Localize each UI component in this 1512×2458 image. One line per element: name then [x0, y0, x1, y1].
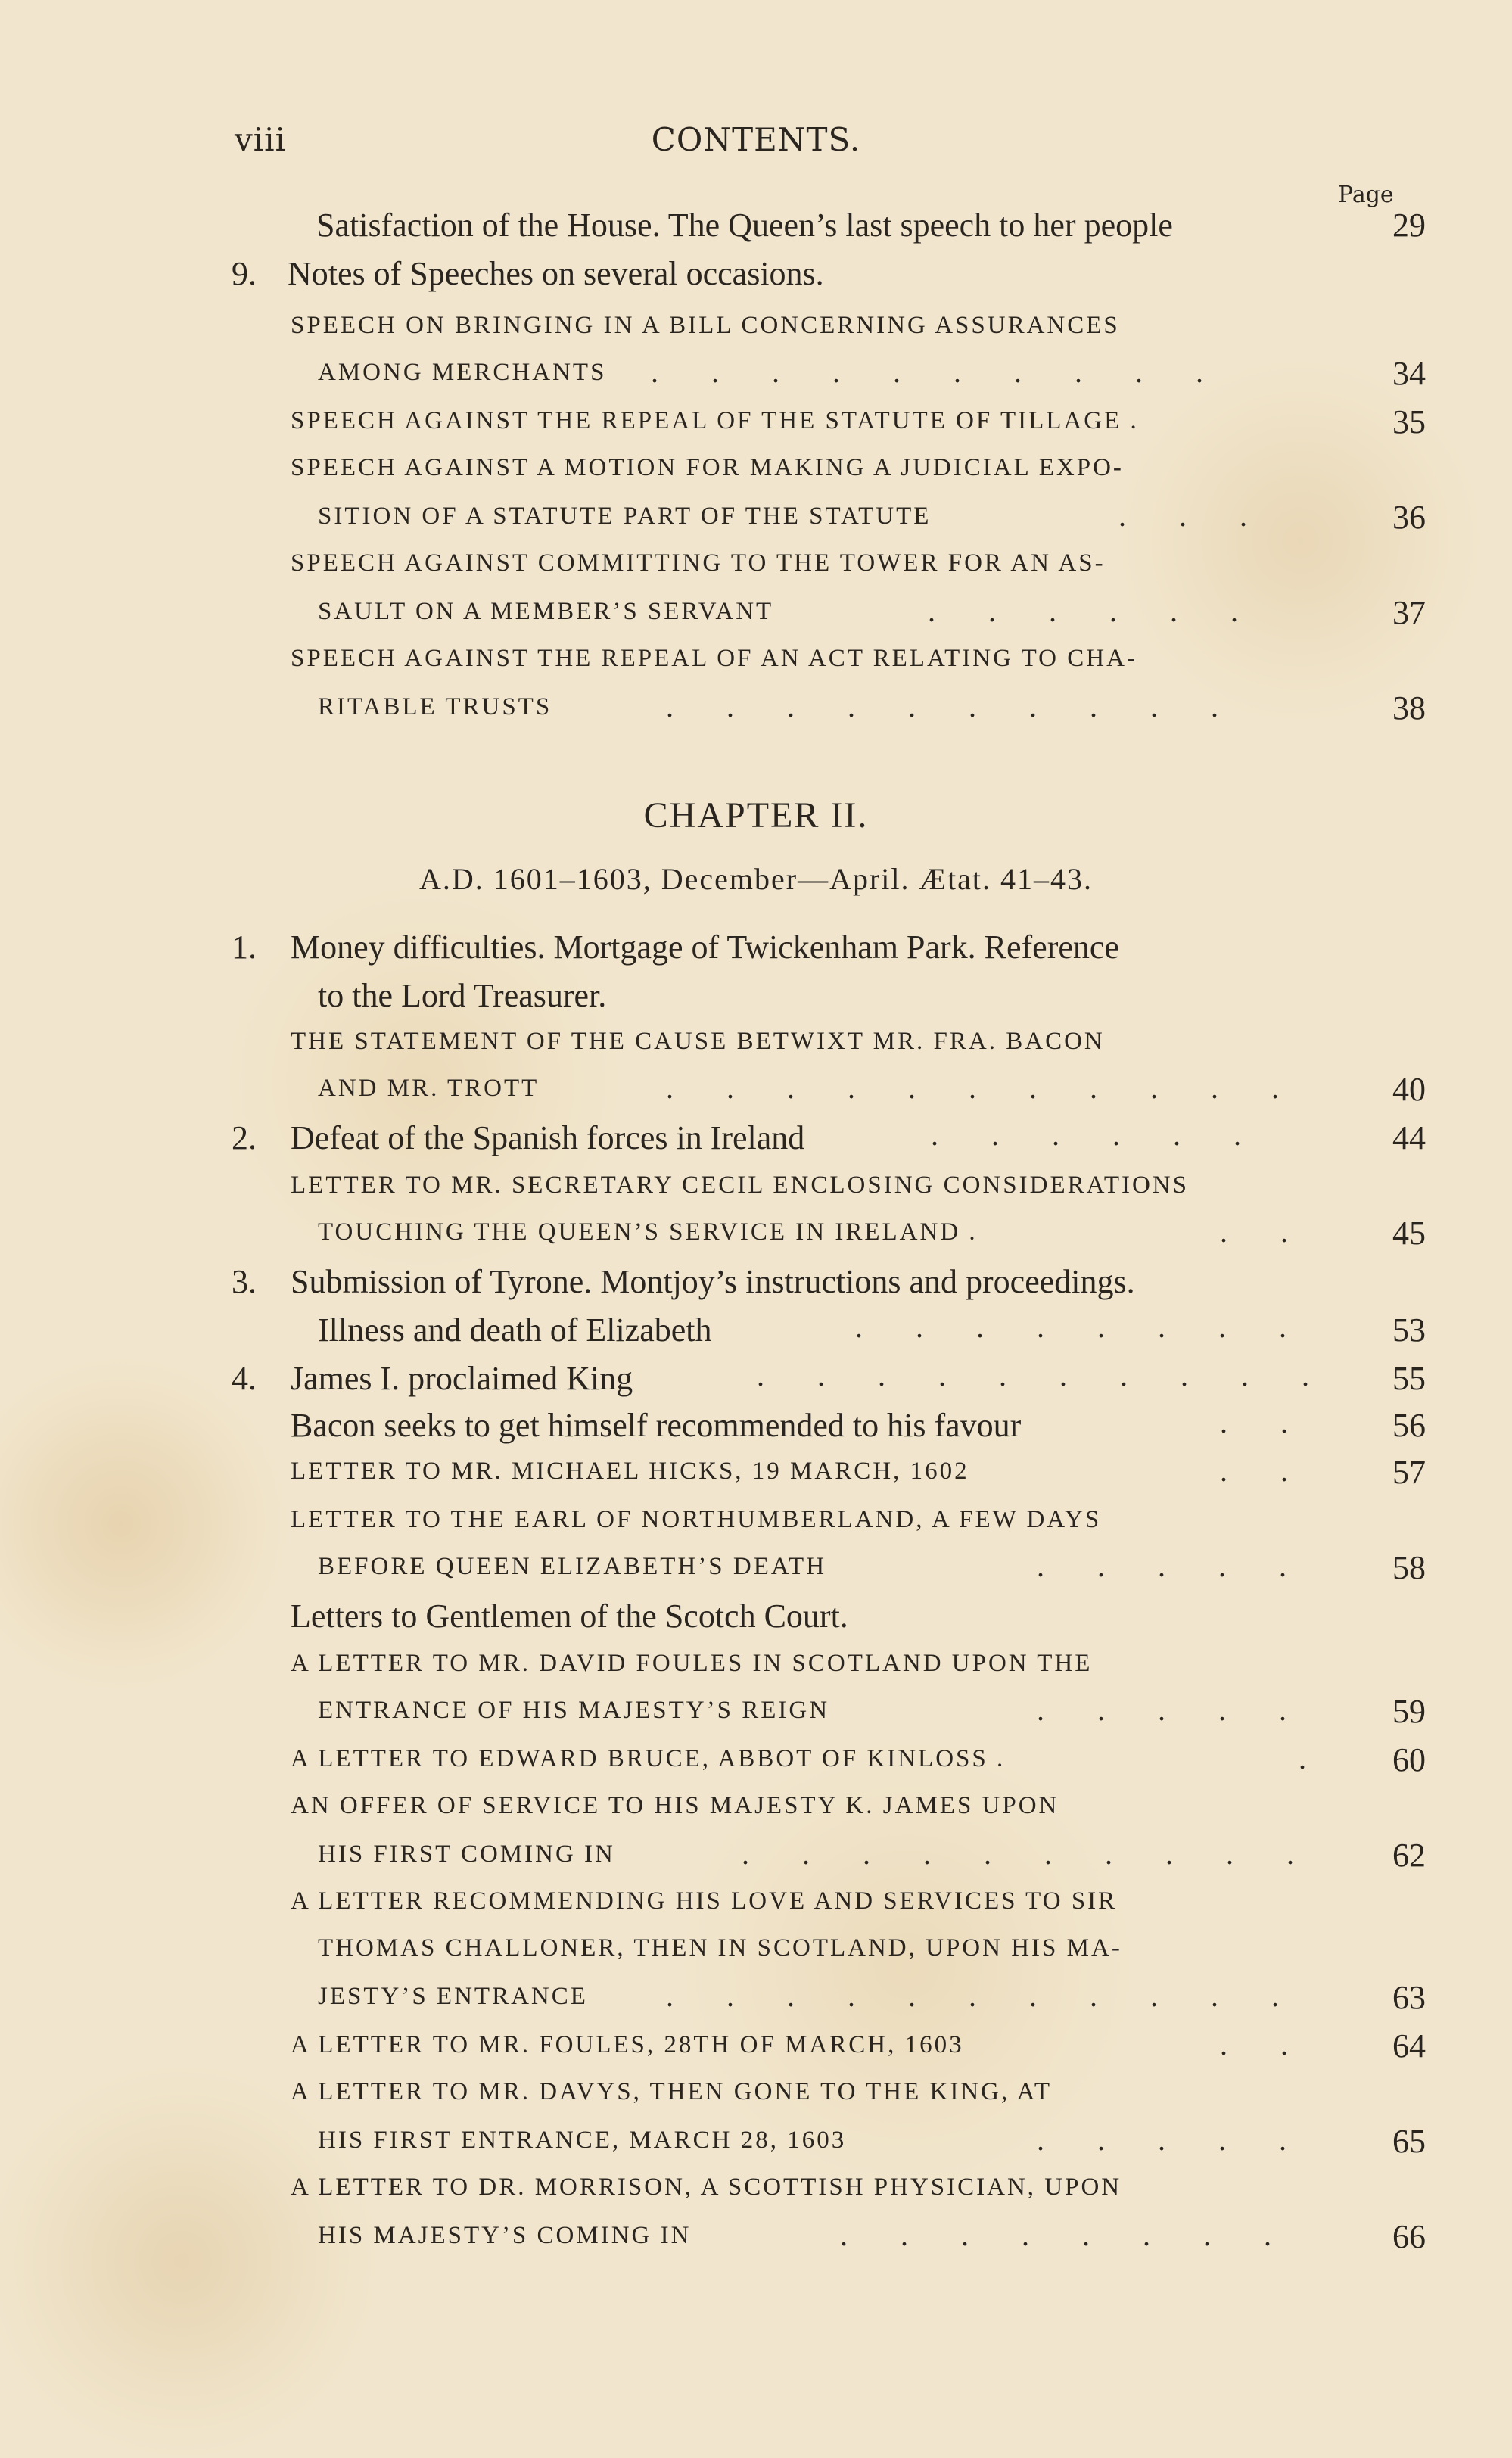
- leader-dots: . . . . . . . . . .: [666, 689, 1241, 723]
- leader-dots: . .: [1220, 1215, 1311, 1249]
- entry-text: A LETTER RECOMMENDING HIS LOVE AND SERVICES TO SIR: [291, 1887, 1118, 1915]
- entry-text: to the Lord Treasurer.: [318, 977, 607, 1014]
- entry-number: 9.: [232, 255, 257, 292]
- entry-text: AN OFFER OF SERVICE TO HIS MAJESTY K. JAMES UPON: [291, 1792, 1059, 1819]
- entry-text: AND MR. TROTT: [318, 1075, 540, 1102]
- entry-page: 65: [1392, 2123, 1426, 2160]
- entry-text: SPEECH ON BRINGING IN A BILL CONCERNING ASSURANCES: [291, 312, 1120, 339]
- entry-number: 3.: [232, 1263, 257, 1300]
- leader-dots: . . . . . . . .: [840, 2218, 1294, 2252]
- entry-page: 38: [1392, 689, 1426, 727]
- entry-page: 29: [1392, 207, 1426, 244]
- leader-dots: . .: [1220, 1454, 1311, 1488]
- leader-dots: . . . . .: [1037, 1549, 1309, 1583]
- entry-text: LETTER TO THE EARL OF NORTHUMBERLAND, A FEW DAYS: [291, 1506, 1102, 1533]
- entry-number: 1.: [232, 929, 257, 966]
- leader-dots: .: [1299, 1741, 1329, 1775]
- page-column-label: Page: [1338, 182, 1394, 208]
- entry-page: 53: [1392, 1311, 1426, 1349]
- entry-text: SPEECH AGAINST THE REPEAL OF AN ACT RELATING TO CHA-: [291, 645, 1137, 672]
- leader-dots: . . . . . .: [928, 594, 1261, 628]
- entry-text: THE STATEMENT OF THE CAUSE BETWIXT MR. FRA. BACON: [291, 1028, 1105, 1055]
- entry-page: 37: [1392, 594, 1426, 631]
- entry-text: THOMAS CHALLONER, THEN IN SCOTLAND, UPON HIS MA-: [318, 1934, 1122, 1962]
- entry-text: Satisfaction of the House. The Queen’s last speech to her people: [316, 207, 1173, 244]
- entry-page: 44: [1392, 1119, 1426, 1156]
- entry-text: ENTRANCE OF HIS MAJESTY’S REIGN: [318, 1697, 830, 1724]
- entry-text: RITABLE TRUSTS: [318, 693, 552, 720]
- entry-page: 36: [1392, 499, 1426, 536]
- entry-page: 64: [1392, 2027, 1426, 2064]
- entry-text: HIS FIRST COMING IN: [318, 1840, 615, 1868]
- entry-text: A LETTER TO MR. FOULES, 28TH OF MARCH, 1603: [291, 2031, 964, 2058]
- leader-dots: . .: [1220, 1405, 1311, 1439]
- entry-text: SPEECH AGAINST A MOTION FOR MAKING A JUDICIAL EXPO-: [291, 454, 1124, 481]
- entry-text: AMONG MERCHANTS: [318, 359, 607, 386]
- leader-dots: . . . . .: [1037, 2123, 1309, 2157]
- entry-text: TOUCHING THE QUEEN’S SERVICE IN IRELAND .: [318, 1218, 978, 1246]
- leader-dots: . . . . . . . . . . .: [666, 1979, 1302, 2013]
- entry-page: 55: [1392, 1360, 1426, 1397]
- leader-dots: . .: [1220, 2027, 1311, 2061]
- entry-number: 4.: [232, 1360, 257, 1397]
- entry-page: 35: [1392, 403, 1426, 440]
- entry-text: Illness and death of Elizabeth: [318, 1311, 712, 1349]
- leader-dots: . . . . . .: [931, 1118, 1264, 1152]
- entry-page: 34: [1392, 355, 1426, 392]
- leader-dots: . . . . .: [1037, 1693, 1309, 1727]
- entry-text: HIS FIRST ENTRANCE, MARCH 28, 1603: [318, 2127, 847, 2154]
- entry-text: Bacon seeks to get himself recommended to his favour: [291, 1407, 1022, 1444]
- entry-text: SITION OF A STATUTE PART OF THE STATUTE: [318, 502, 932, 530]
- entry-text: SAULT ON A MEMBER’S SERVANT: [318, 598, 774, 625]
- running-title: CONTENTS.: [651, 121, 861, 158]
- entry-page: 62: [1392, 1837, 1426, 1874]
- entry-text: JESTY’S ENTRANCE: [318, 1983, 588, 2010]
- leader-dots: . . . . . . . . . .: [757, 1358, 1332, 1392]
- entry-number: 2.: [232, 1119, 257, 1156]
- entry-page: 59: [1392, 1693, 1426, 1730]
- entry-text: A LETTER TO EDWARD BRUCE, ABBOT OF KINLOSS .: [291, 1745, 1006, 1772]
- entry-text: BEFORE QUEEN ELIZABETH’S DEATH: [318, 1553, 827, 1580]
- entry-text: SPEECH AGAINST THE REPEAL OF THE STATUTE OF TILLAGE .: [291, 407, 1139, 434]
- entry-text: HIS MAJESTY’S COMING IN: [318, 2222, 692, 2249]
- page-number: viii: [235, 121, 287, 158]
- entry-page: 60: [1392, 1741, 1426, 1778]
- entry-text: A LETTER TO MR. DAVID FOULES IN SCOTLAND UPON THE: [291, 1650, 1093, 1677]
- entry-text: Notes of Speeches on several occasions.: [288, 255, 824, 292]
- leader-dots: . . . . . . . . . .: [651, 355, 1226, 389]
- entry-page: 58: [1392, 1549, 1426, 1586]
- entry-page: 40: [1392, 1071, 1426, 1108]
- entry-page: 57: [1392, 1454, 1426, 1491]
- entry-text: A LETTER TO DR. MORRISON, A SCOTTISH PHYSICIAN, UPON: [291, 2173, 1122, 2201]
- leader-dots: . . . . . . . . . .: [742, 1837, 1317, 1871]
- leader-dots: . . . . . . . .: [855, 1310, 1309, 1344]
- entry-page: 66: [1392, 2218, 1426, 2255]
- entry-text: A LETTER TO MR. DAVYS, THEN GONE TO THE KING, AT: [291, 2078, 1053, 2105]
- entry-text: Defeat of the Spanish forces in Ireland: [291, 1119, 805, 1156]
- entry-text: SPEECH AGAINST COMMITTING TO THE TOWER FOR AN AS-: [291, 549, 1106, 577]
- entry-page: 56: [1392, 1407, 1426, 1444]
- entry-page: 63: [1392, 1979, 1426, 2016]
- entry-text: Money difficulties. Mortgage of Twickenham Park. Reference: [291, 929, 1119, 966]
- entry-text: Submission of Tyrone. Montjoy’s instructions and proceedings.: [291, 1263, 1135, 1300]
- chapter-subtitle: A.D. 1601–1603, December—April. Ætat. 41–43.: [418, 862, 1094, 896]
- entry-text: Letters to Gentlemen of the Scotch Court.: [291, 1598, 848, 1635]
- entry-text: LETTER TO MR. SECRETARY CECIL ENCLOSING CONSIDERATIONS: [291, 1171, 1189, 1199]
- chapter-title: CHAPTER II.: [643, 795, 869, 835]
- entry-text: James I. proclaimed King: [291, 1360, 633, 1397]
- leader-dots: . . .: [1118, 499, 1270, 533]
- leader-dots: . . . . . . . . . . .: [666, 1071, 1302, 1105]
- entry-text: LETTER TO MR. MICHAEL HICKS, 19 MARCH, 1602: [291, 1458, 969, 1485]
- entry-page: 45: [1392, 1215, 1426, 1252]
